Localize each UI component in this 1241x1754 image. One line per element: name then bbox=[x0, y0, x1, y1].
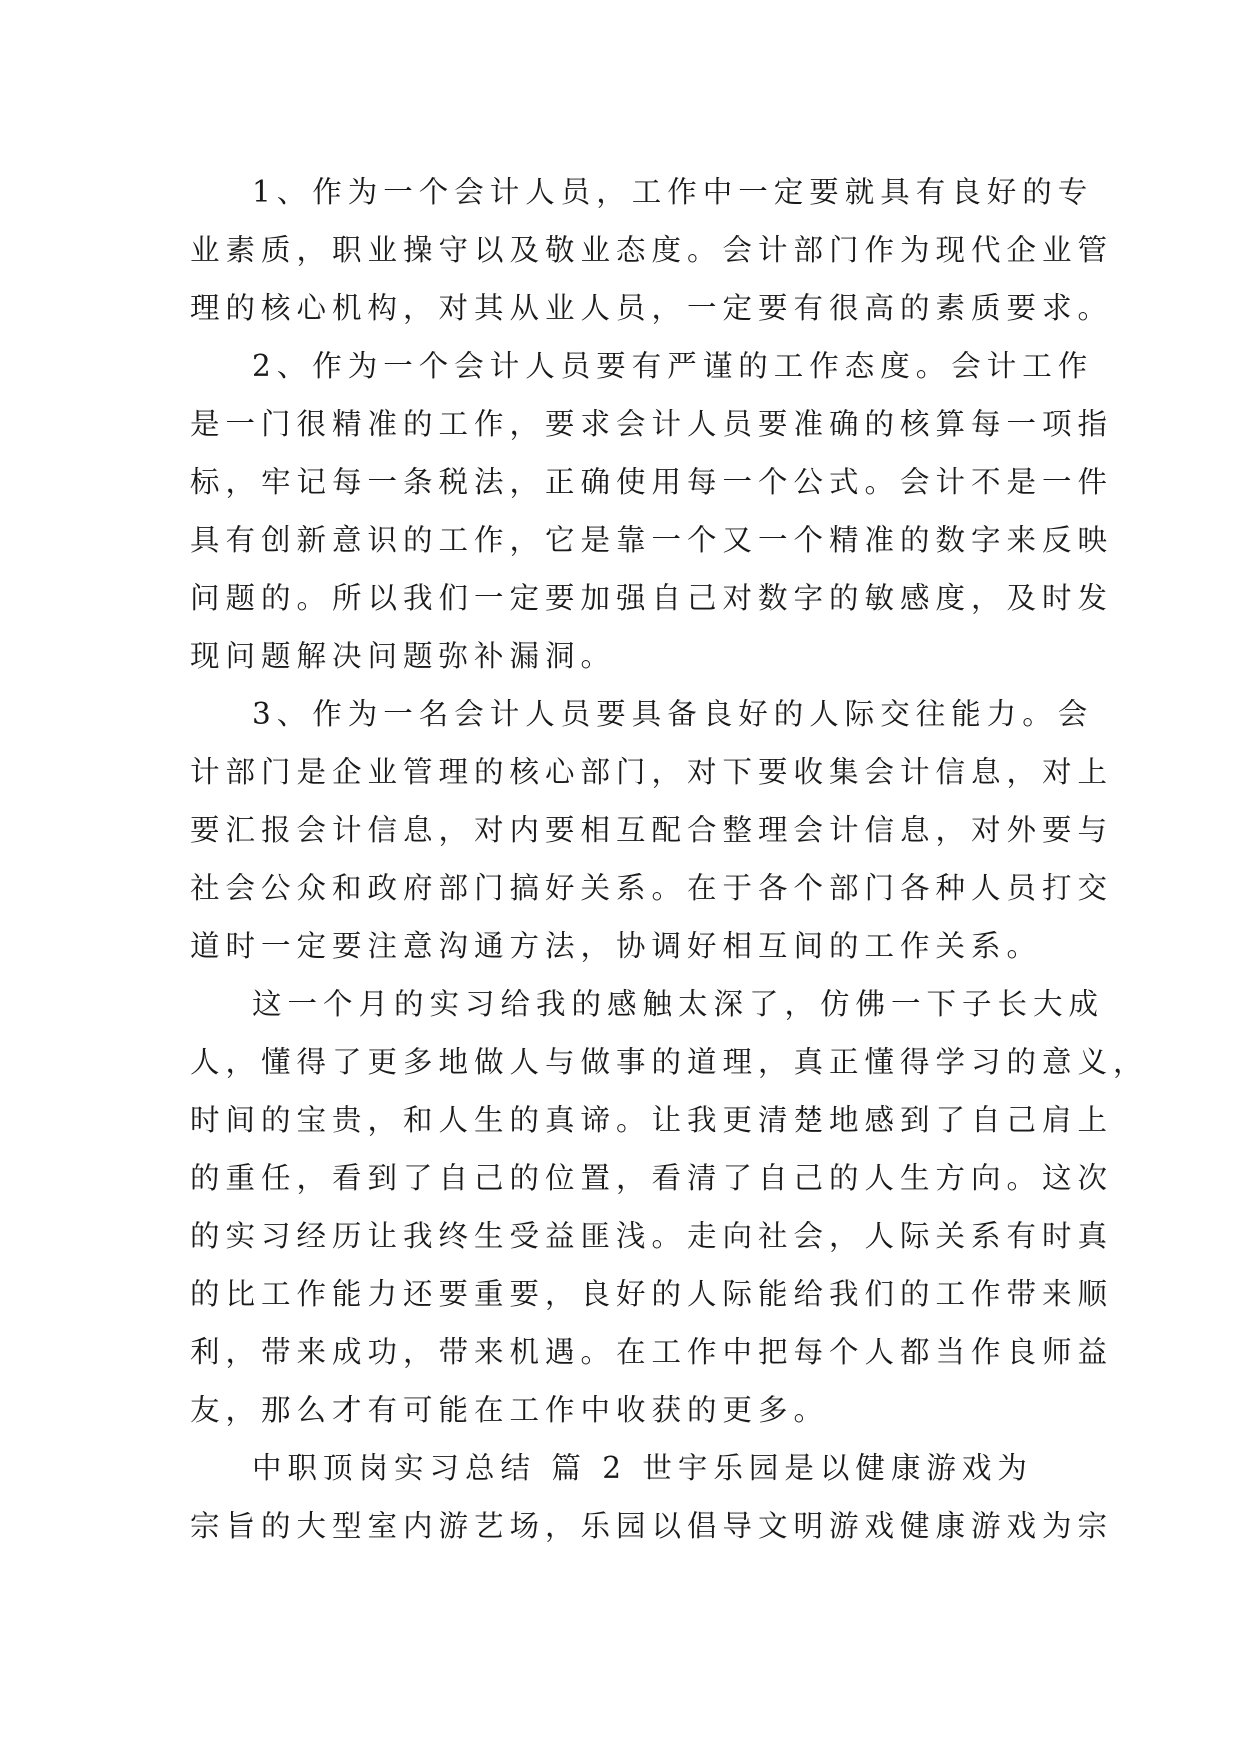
text-line: 中职顶岗实习总结 篇 2 世宇乐园是以健康游戏为 bbox=[252, 1451, 1033, 1485]
text-line: 的重任，看到了自己的位置，看清了自己的人生方向。这次 bbox=[190, 1161, 1114, 1195]
text-line: 业素质，职业操守以及敬业态度。会计部门作为现代企业管 bbox=[190, 233, 1114, 267]
text-line: 的实习经历让我终生受益匪浅。走向社会，人际关系有时真 bbox=[190, 1219, 1114, 1253]
text-line: 计部门是企业管理的核心部门，对下要收集会计信息，对上 bbox=[190, 755, 1114, 789]
text-line: 是一门很精准的工作，要求会计人员要准确的核算每一项指 bbox=[190, 407, 1114, 441]
text-line: 友，那么才有可能在工作中收获的更多。 bbox=[190, 1393, 830, 1427]
text-line: 现问题解决问题弥补漏洞。 bbox=[190, 639, 617, 673]
document-body bbox=[190, 163, 1149, 1555]
text-line: 这一个月的实习给我的感触太深了，仿佛一下子长大成 bbox=[252, 987, 1105, 1021]
text-line: 的比工作能力还要重要，良好的人际能给我们的工作带来顺 bbox=[190, 1277, 1114, 1311]
text-line: 道时一定要注意沟通方法，协调好相互间的工作关系。 bbox=[190, 929, 1043, 963]
text-line: 3、作为一名会计人员要具备良好的人际交往能力。会 bbox=[252, 697, 1094, 731]
text-line: 问题的。所以我们一定要加强自己对数字的敏感度，及时发 bbox=[190, 581, 1114, 615]
text-line: 1、作为一个会计人员，工作中一定要就具有良好的专 bbox=[252, 175, 1094, 209]
text-line: 具有创新意识的工作，它是靠一个又一个精准的数字来反映 bbox=[190, 523, 1114, 557]
text-line: 宗旨的大型室内游艺场，乐园以倡导文明游戏健康游戏为宗 bbox=[190, 1509, 1114, 1543]
text-line: 人，懂得了更多地做人与做事的道理，真正懂得学习的意义， bbox=[190, 1045, 1149, 1079]
text-line: 标，牢记每一条税法，正确使用每一个公式。会计不是一件 bbox=[190, 465, 1114, 499]
text-line: 理的核心机构，对其从业人员，一定要有很高的素质要求。 bbox=[190, 291, 1114, 325]
text-line: 时间的宝贵，和人生的真谛。让我更清楚地感到了自己肩上 bbox=[190, 1103, 1114, 1137]
text-line: 2、作为一个会计人员要有严谨的工作态度。会计工作 bbox=[252, 349, 1094, 383]
text-line: 要汇报会计信息，对内要相互配合整理会计信息，对外要与 bbox=[190, 813, 1114, 847]
text-line: 社会公众和政府部门搞好关系。在于各个部门各种人员打交 bbox=[190, 871, 1114, 905]
text-line: 利，带来成功，带来机遇。在工作中把每个人都当作良师益 bbox=[190, 1335, 1114, 1369]
